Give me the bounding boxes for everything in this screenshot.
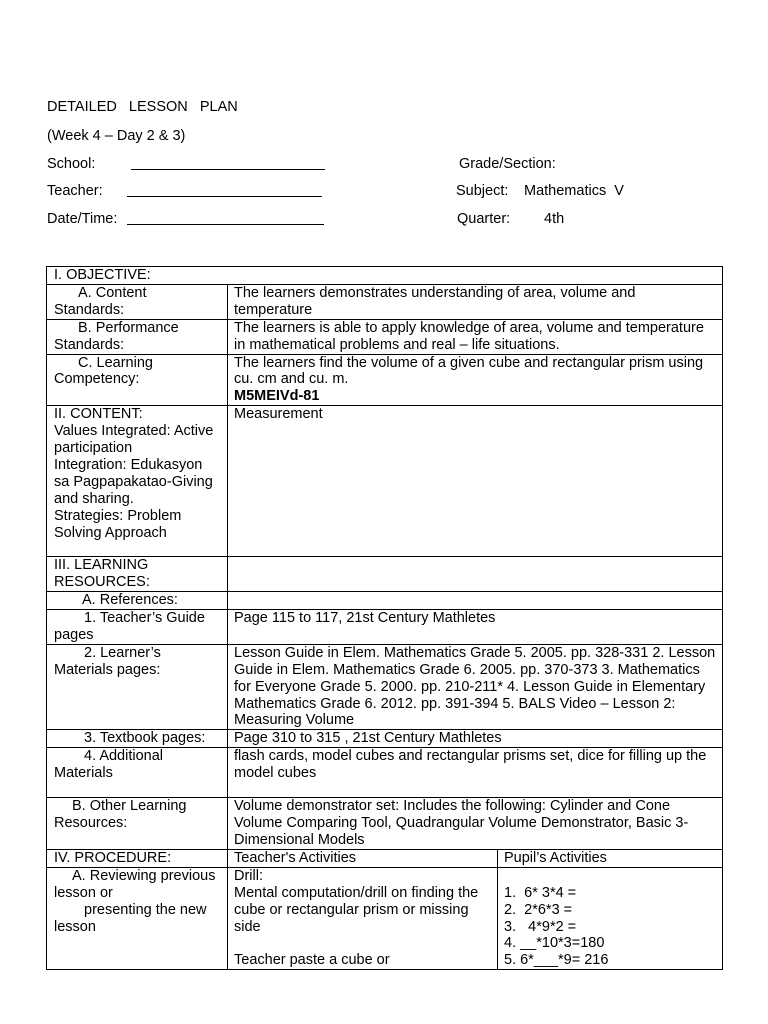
teacher-paste-note: Teacher paste a cube or <box>234 952 390 969</box>
table-row <box>47 798 723 850</box>
teacher-drill-activity <box>228 867 498 969</box>
performance-standards-label: B. Performance Standards: <box>47 319 228 354</box>
content-label: II. CONTENT: Values Integrated: Active participation Integration: Edukasyon sa Pagpapakatao-Giving and sharing. Strategies: Problem Solving Approach <box>47 406 228 557</box>
subject-value: Mathematics V <box>524 183 624 199</box>
table-row <box>47 849 723 867</box>
school-label: School: <box>47 156 96 172</box>
table-row <box>47 730 723 748</box>
lesson-plan-title: DETAILED LESSON PLAN <box>47 99 238 115</box>
integration-note: Integration: Edukasyon sa Pagpapakatao-Giving and sharing. <box>54 456 213 507</box>
additional-materials-label: 4. Additional Materials <box>47 748 228 798</box>
table-row <box>47 609 723 644</box>
table-row <box>47 592 723 610</box>
subject-label: Subject: <box>456 183 509 199</box>
learners-materials-value: Lesson Guide in Elem. Mathematics Grade 5. 2005. pp. 328-331 2. Lesson Guide in Elem. Mathematics Grade 6. 2005. pp. 370-373 3. Mathematics for Everyone Grade 5. 2000. pp. 210-211* 4. Lesson Guide in Elementary Mathematics Grade 6. 2012. pp. 391-394 5. BALS Video – Lesson 2: Measuring Volume <box>228 644 723 730</box>
table-row <box>47 748 723 798</box>
learning-resources-heading: III. LEARNING RESOURCES: <box>47 557 228 592</box>
date-time-blank <box>127 210 324 225</box>
drill-description: Mental computation/drill on finding the cube or rectangular prism or missing side <box>234 884 479 935</box>
date-time-label: Date/Time: <box>47 211 118 227</box>
quarter-value: 4th <box>544 211 565 227</box>
teachers-guide-label: 1. Teacher’s Guide pages <box>47 609 228 644</box>
teacher-blank <box>127 182 322 197</box>
pupil-activities-header: Pupil’s Activities <box>498 849 723 867</box>
content-standards-value: The learners demonstrates understanding of area, volume and temperature <box>228 284 723 319</box>
competency-code: M5MEIVd-81 <box>234 388 320 405</box>
other-learning-resources-label: B. Other Learning Resources: <box>47 798 228 850</box>
table-row <box>47 267 723 285</box>
content-value: Measurement <box>228 406 723 557</box>
performance-standards-value: The learners is able to apply knowledge of area, volume and temperature in mathematical problems and real – life situations. <box>228 319 723 354</box>
learning-competency-label: C. Learning Competency: <box>47 354 228 406</box>
other-learning-resources-value: Volume demonstrator set: Includes the following: Cylinder and Cone Volume Comparing Tool, Quadrangular Volume Demonstrator, Basic 3-Dimensional Models <box>228 798 723 850</box>
teacher-label: Teacher: <box>47 183 103 199</box>
learners-materials-label: 2. Learner’s Materials pages: <box>47 644 228 730</box>
learning-competency-value: The learners find the volume of a given cube and rectangular prism using cu. cm and cu. m. M5MEIVd-81 <box>228 354 723 406</box>
table-row <box>47 867 723 969</box>
procedure-heading: IV. PROCEDURE: <box>47 849 228 867</box>
content-standards-label: A. Content Standards: <box>47 284 228 319</box>
list-item: 3. 4*9*2 = <box>504 918 577 935</box>
additional-materials-value: flash cards, model cubes and rectangular prisms set, dice for filling up the model cubes <box>228 748 723 798</box>
quarter-label: Quarter: <box>457 211 511 227</box>
teacher-activities-header: Teacher's Activities <box>228 849 498 867</box>
table-row <box>47 644 723 730</box>
textbook-pages-value: Page 310 to 315 , 21st Century Mathletes <box>228 730 723 748</box>
grade-section-label: Grade/Section: <box>459 156 556 172</box>
table-row <box>47 354 723 406</box>
week-day-label: (Week 4 – Day 2 & 3) <box>47 128 186 144</box>
textbook-pages-label: 3. Textbook pages: <box>47 730 228 748</box>
table-row <box>47 284 723 319</box>
values-integrated: Values Integrated: Active participation <box>54 423 214 457</box>
list-item: 2. 2*6*3 = <box>504 901 573 918</box>
drill-label: Drill: <box>234 867 263 884</box>
list-item: 1. 6* 3*4 = <box>504 884 577 901</box>
table-row <box>47 557 723 592</box>
teachers-guide-value: Page 115 to 117, 21st Century Mathletes <box>228 609 723 644</box>
school-blank <box>131 155 325 170</box>
objective-heading: I. OBJECTIVE: <box>47 267 723 285</box>
strategies-note: Strategies: Problem Solving Approach <box>54 507 182 541</box>
pupil-drill-activity <box>498 867 723 969</box>
references-label: A. References: <box>47 592 228 610</box>
table-row <box>47 319 723 354</box>
list-item: 4. __*10*3=180 <box>504 935 605 952</box>
list-item: 5. 6*___*9= 216 <box>504 952 609 969</box>
table-row <box>47 406 723 557</box>
drill-list <box>504 885 716 970</box>
lesson-plan-table <box>46 266 723 970</box>
reviewing-lesson-label: A. Reviewing previous lesson or presenting the new lesson <box>47 867 228 969</box>
